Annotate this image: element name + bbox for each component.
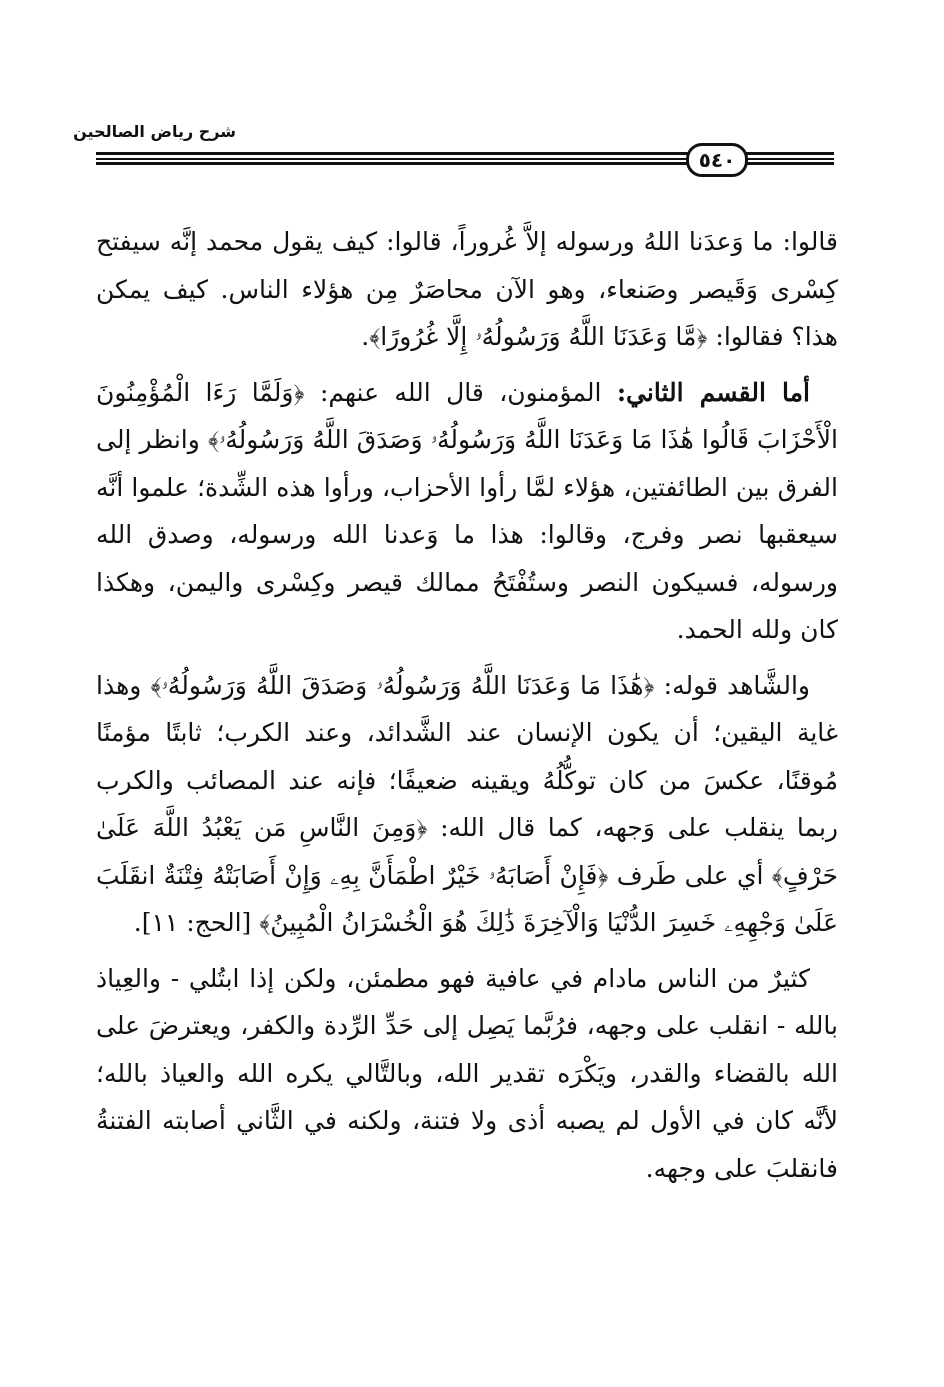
page-body — [96, 218, 838, 1200]
section-lead: أما القسم الثاني: — [616, 377, 811, 407]
page-number: ٥٤٠ — [686, 143, 748, 177]
paragraph-1: قالوا: ما وَعدَنا اللهُ ورسوله إلاَّ غُروراً، قالوا: كيف يقول محمد إنَّه سيفتح كِسْرى وَقَيصر وصَنعاء، وهو الآن محاصَرٌ مِن هؤلاء الناس. كيف يمكن هذا؟ فقالوا: ﴿مَّا وَعَدَنَا اللَّهُ وَرَسُولُهُۥ إِلَّا غُرُورًا﴾. — [96, 227, 838, 351]
paragraph-2-text: المؤمنون، قال الله عنهم: ﴿وَلَمَّا رَءَا الْمُؤْمِنُونَ الْأَحْزَابَ قَالُوا هَٰذَا مَا وَعَدَنَا اللَّهُ وَرَسُولُهُۥ وَصَدَقَ اللَّهُ وَرَسُولُهُۥ﴾ وانظر إلى الفرق بين الطائفتين، هؤلاء لمَّا رأوا الأحزاب، ورأوا هذه الشِّدة؛ علموا أنَّه سيعقبها نصر وفرج، وقالوا: هذا ما وَعدنا الله ورسوله، وصدق الله ورسوله، فسيكون النصر وستُفْتَحُ ممالك قيصر وكِسْرى واليمن، وهكذا كان ولله الحمد. — [96, 377, 838, 644]
paragraph-3: والشَّاهد قوله: ﴿هَٰذَا مَا وَعَدَنَا اللَّهُ وَرَسُولُهُۥ وَصَدَقَ اللَّهُ وَرَسُولُهُۥ﴾ وهذا غاية اليقين؛ أن يكون الإنسان عند الشَّدائد، وعند الكرب؛ ثابتًا مؤمنًا مُوقنًا، عكسَ من كان توكُّلُهُ ويقينه ضعيفًا؛ فإنه عند المصائب والكرب ربما ينقلب على وَجهه، كما قال الله: ﴿وَمِنَ النَّاسِ مَن يَعْبُدُ اللَّهَ عَلَىٰ حَرْفٍ﴾ أي على طَرف ﴿فَإِنْ أَصَابَهُۥ خَيْرٌ اطْمَأَنَّ بِهِۦ وَإِنْ أَصَابَتْهُ فِتْنَةٌ انقَلَبَ عَلَىٰ وَجْهِهِۦ خَسِرَ الدُّنْيَا وَالْآخِرَةَ ذَٰلِكَ هُوَ الْخُسْرَانُ الْمُبِينُ﴾ [الحج: ١١]. — [96, 670, 838, 937]
paragraph-4: كثيرٌ من الناس مادام في عافية فهو مطمئن، ولكن إذا ابتُلي - والعِياذ بالله - انقلب على وجهه، فرُبَّما يَصِل إلى حَدِّ الرِّدة والكفر، ويعترضَ على الله بالقضاء والقدر، ويَكْرَه تقدير الله، وبالتَّالي يكره الله والعياذ بالله؛ لأنَّه كان في الأول لم يصبه أذى ولا فتنة، ولكنه في الثَّاني أصابته الفتنةُ فانقلبَ على وجهه. — [96, 963, 838, 1183]
paragraph-2 — [96, 369, 838, 654]
running-title: شرح رياض الصالحين — [73, 122, 236, 141]
